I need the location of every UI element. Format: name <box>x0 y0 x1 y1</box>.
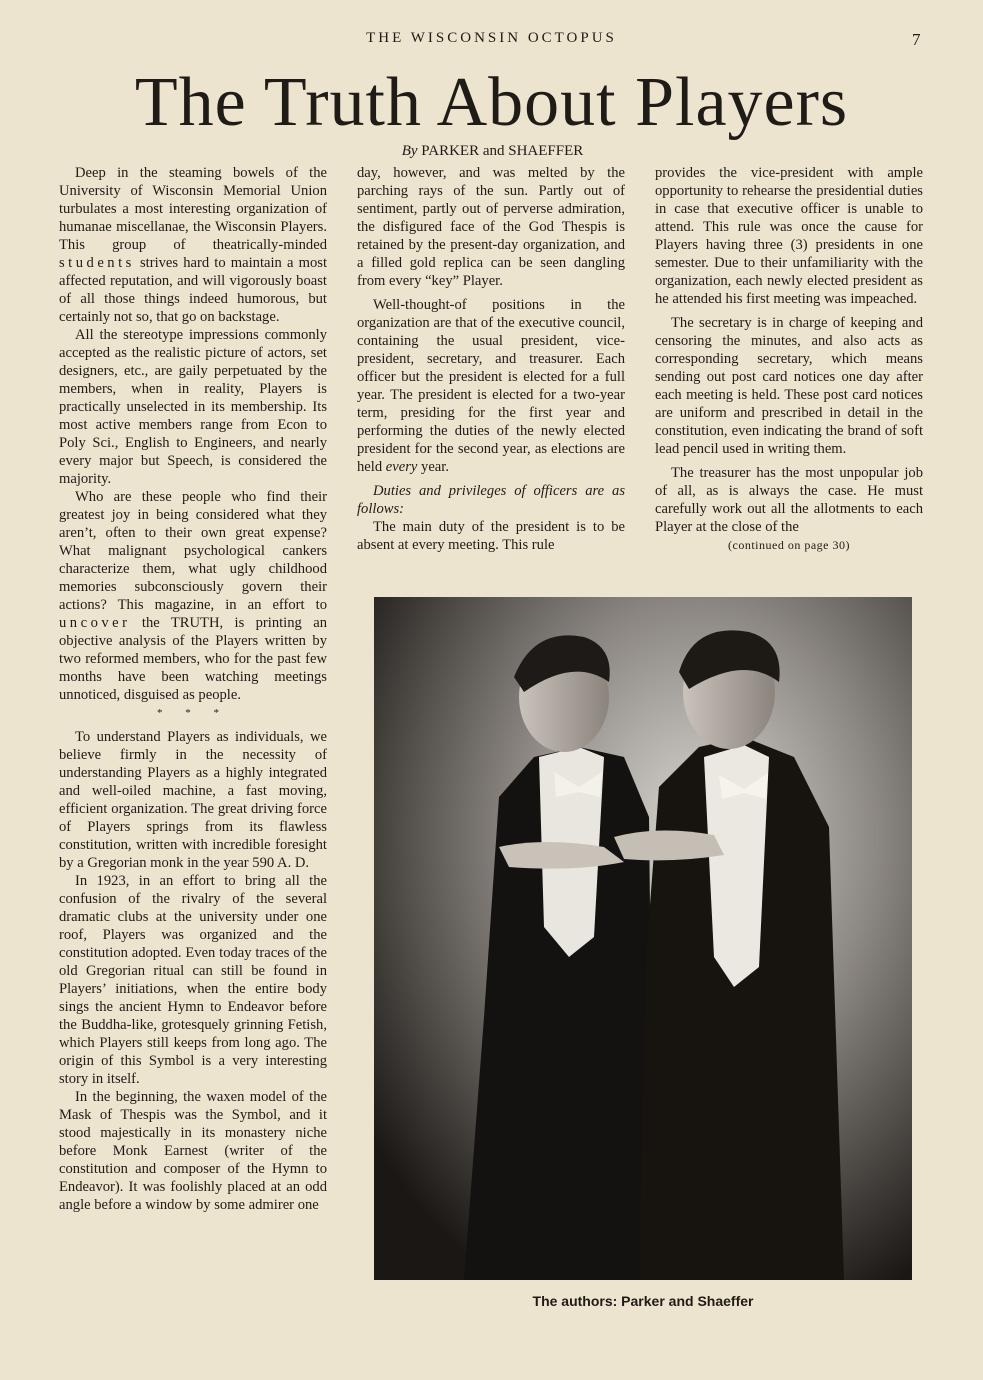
column-3 <box>655 164 923 554</box>
col1-paragraph-3 <box>59 488 327 704</box>
col2-subhead: Duties and privileges of officers are as follows: <box>357 483 625 517</box>
col1-paragraph-6: In the beginning, the waxen model of the Mask of Thespis was the Symbol, and it stood majestically in its monastery niche before Monk Earnest (writer of the constitution and composer of the Hymn to Endeavor). It was foolishly placed at an odd angle before a window by some admirer one <box>59 1089 327 1213</box>
col1-p1-text-b: strives hard to maintain a most affected reputation, and will vigorously boast of all those things indeed humorous, but certainly not so, that go on backstage. <box>59 255 327 325</box>
col2-paragraph-1: day, however, and was melted by the parching rays of the sun. Partly out of sentiment, partly out of perverse admiration, the disfigured face of the God Thespis is retained by the present-day organization, and a filled gold replica can be seen dangling from every “key” Player. <box>357 165 625 289</box>
col2-paragraph-3: The main duty of the president is to be absent at every meeting. This rule <box>357 519 625 553</box>
col2-p2-text-a: Well-thought-of positions in the organization are that of the executive council, containing the usual president, vice-president, secretary, and treasurer. Each officer but the president is elected for a full year. The president is elected for a two-year term, presiding for the first year and performing the duties of the newly elected president for the second year, as elections are held <box>357 297 625 475</box>
col3-paragraph-3: The treasurer has the most unpopular job of all, as is always the case. He must carefully work out all the allotments to each Player at the close of the <box>655 465 923 535</box>
byline <box>360 143 625 160</box>
section-separator: * * * <box>157 707 229 719</box>
col1-paragraph-5: In 1923, in an effort to bring all the confusion of the rivalry of the several dramatic clubs at the university under one roof, Players was organized and the constitution adopted. Even today traces of the old Gregorian ritual can still be found in Players’ initiations, when the entire body sings the ancient Hymn to Endeavor before the Buddha-like, grotesquely grinning Fetish, which Players still keeps from long ago. The origin of this Symbol is a very interesting story in itself. <box>59 873 327 1087</box>
byline-prefix: By <box>401 143 418 159</box>
column-1 <box>59 164 327 1214</box>
col1-p3-text-b: the TRUTH, is printing an objective analysis of the Players written by two reformed members, who for the past few months have been watching meetings unnoticed, disguised as people. <box>59 615 327 703</box>
column-2 <box>357 164 625 554</box>
continued-note: (continued on page 30) <box>728 538 850 552</box>
photo-illustration <box>374 597 912 1280</box>
col1-p3-text-a: Who are these people who find their greatest joy in being considered what they aren’t, often to their own great expense? What malignant psychological cankers characterize them, what ugly childhood memories subconsciously govern their actions? This magazine, in an effort to <box>59 489 327 613</box>
col3-paragraph-1: provides the vice-president with ample opportunity to rehearse the presidential duties in case that executive officer is unable to attend. This rule was once the cause for Players having three (3) presidents in one semester. Due to their unfamiliarity with the organization, each newly elected president as he attended his first meeting was impeached. <box>655 165 923 307</box>
col1-p1-spaced-word: students <box>59 255 135 271</box>
col2-p2-text-b: year. <box>417 459 449 475</box>
col1-paragraph-2: All the stereotype impressions commonly accepted as the realistic picture of actors, set designers, etc., are gaily perpetuated by the members, when in reality, Players is practically unselected in its membership. Its most active members range from Econ to Poly Sci., English to Engineers, and nearly every major but Speech, is considered the majority. <box>59 327 327 487</box>
photo-caption: The authors: Parker and Shaeffer <box>532 1293 754 1309</box>
page-number: 7 <box>912 30 921 49</box>
byline-authors: PARKER and SHAEFFER <box>421 143 584 159</box>
col1-paragraph-4: To understand Players as individuals, we believe firmly in the necessity of understanding Players as a highly integrated and well-oiled machine, a fast moving, efficient organization. The great driving force of Players springs from its flawless constitution, written with incredible foresight by a Gregorian monk in the year 590 A. D. <box>59 729 327 871</box>
running-head: THE WISCONSIN OCTOPUS <box>366 30 617 46</box>
col3-paragraph-2: The secretary is in charge of keeping and censoring the minutes, and also acts as corresponding secretary, which means sending out post card notices one day after each meeting is held. These post card notices are uniform and prescribed in detail in the constitution, even indicating the brand of soft lead pencil used in writing them. <box>655 315 923 457</box>
col1-p1-text-a: Deep in the steaming bowels of the University of Wisconsin Memorial Union turbulates a most interesting organization of humanae miscellanae, the Wisconsin Players. This group of theatrically-minded <box>59 165 327 253</box>
col2-paragraph-2 <box>357 296 625 476</box>
article-title: The Truth About Players <box>134 64 849 141</box>
col1-paragraph-1 <box>59 164 327 326</box>
authors-photo <box>374 597 912 1280</box>
col2-p2-emphasis: every <box>385 459 418 475</box>
col1-p3-spaced-word: uncover <box>59 615 131 631</box>
